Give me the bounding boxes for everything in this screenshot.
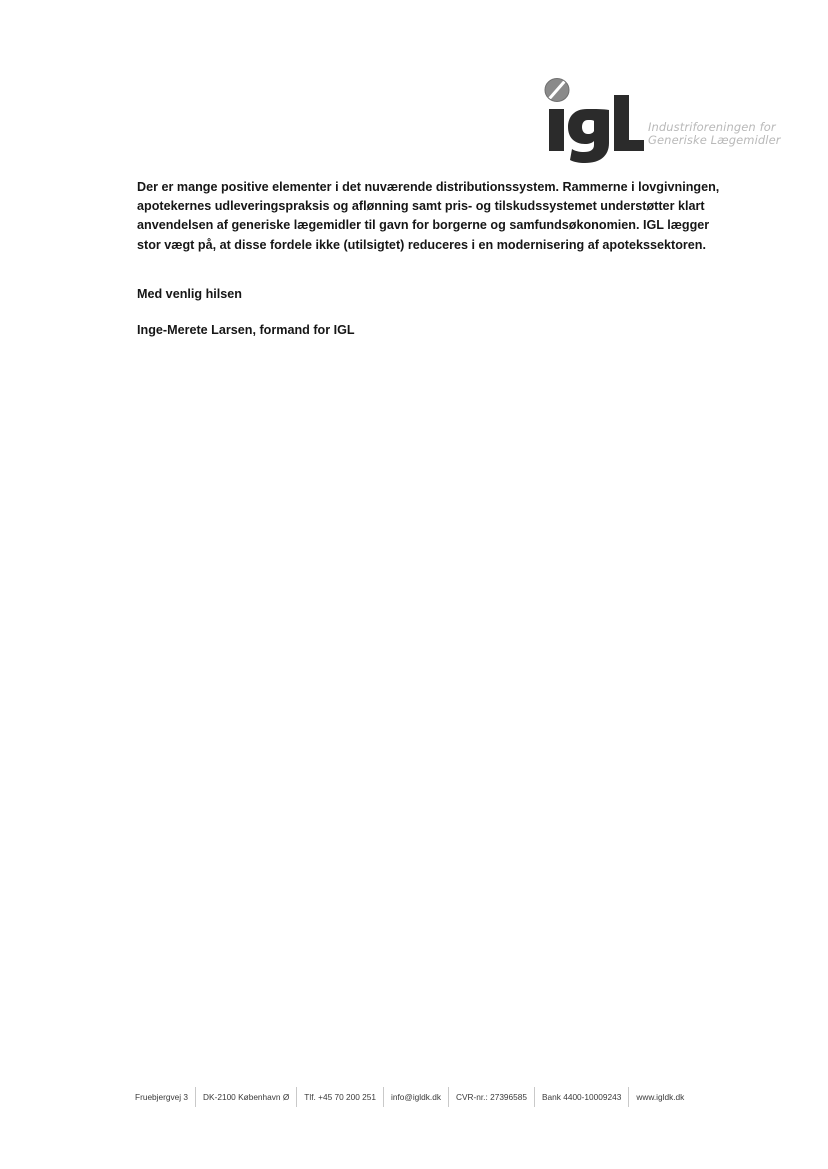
footer-bank: Bank 4400-10009243	[542, 1092, 622, 1102]
igl-logo-mark	[538, 74, 648, 164]
signature-line: Inge-Merete Larsen, formand for IGL	[137, 323, 355, 337]
paragraph-line: anvendelsen af generiske lægemidler til gavn for borgerne og samfundsøkonomien. IGL lægger	[137, 218, 710, 233]
letter-body	[137, 178, 727, 255]
paragraph-line: stor vægt på, at disse fordele ikke (utilsigtet) reduceres i en modernisering af apotekssektoren.	[137, 237, 706, 252]
footer-address: Fruebjergvej 3	[135, 1092, 189, 1102]
logo-tagline-line2: Generiske Lægemidler	[648, 133, 781, 147]
igl-logo	[538, 74, 781, 164]
logo-letter-g	[568, 109, 609, 163]
paragraph-line: Der er mange positive elementer i det nuværende distributionssystem. Rammerne i lovgivningen,	[137, 180, 720, 194]
footer-email: info@igldk.dk	[391, 1092, 441, 1102]
paragraph-line: apotekernes udleveringspraksis og aflønning samt pris- og tilskudssystemet understøtter klart	[137, 199, 705, 214]
logo-tagline-line1: Industriforeningen for	[648, 120, 776, 134]
footer-cvr: CVR-nr.: 27396585	[455, 1092, 527, 1102]
letterhead-footer	[128, 1087, 691, 1107]
logo-letter-i	[549, 109, 564, 151]
pill-icon	[545, 79, 569, 102]
footer-website: www.igldk.dk	[636, 1092, 685, 1102]
closing-greeting: Med venlig hilsen	[137, 287, 242, 301]
footer-phone: Tlf. +45 70 200 251	[304, 1092, 377, 1102]
logo-letter-l	[614, 95, 644, 151]
footer-city: DK-2100 København Ø	[203, 1092, 290, 1102]
logo-tagline	[648, 121, 781, 147]
body-paragraph	[137, 178, 727, 255]
